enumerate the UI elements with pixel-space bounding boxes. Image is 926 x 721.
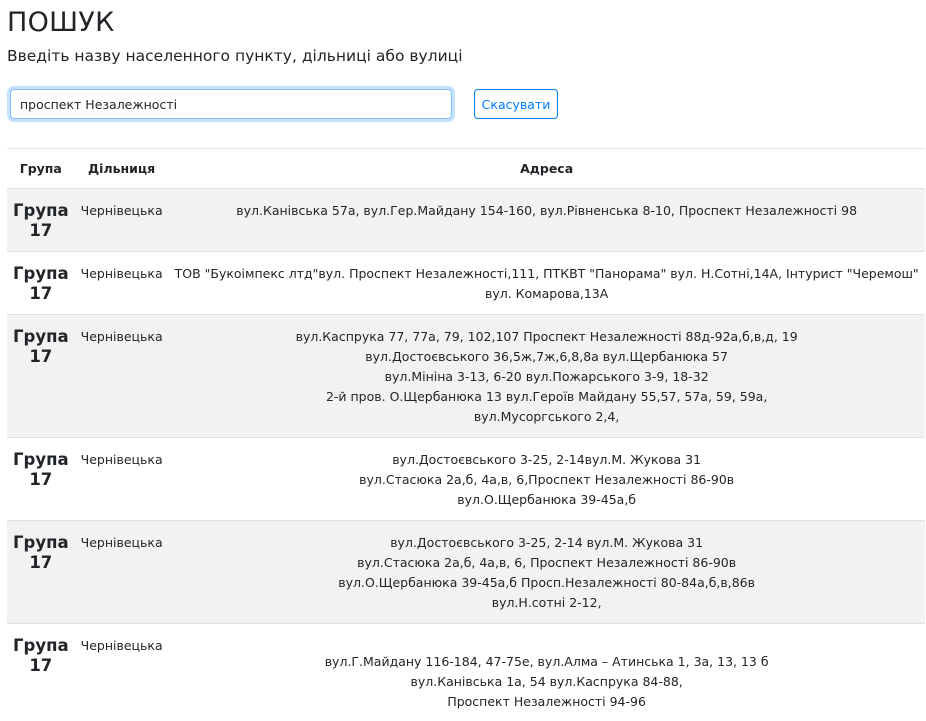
address-line: вул.Каспрука 77, 77а, 79, 102,107 Проспект Незалежності 88д-92а,б,в,д, 19 <box>295 329 798 344</box>
group-label: Група <box>13 201 69 220</box>
address-line: 2-й пров. О.Щербанюка 13 вул.Героїв Майдану 55,57, 57а, 59, 59а, <box>325 389 768 404</box>
address-cell <box>169 624 925 721</box>
group-label: Група <box>13 264 69 283</box>
district-cell: Чернівецька <box>75 315 169 438</box>
group-label: Група <box>13 327 69 346</box>
address-cell <box>169 189 925 252</box>
group-number: 17 <box>29 656 53 675</box>
address-line: вул.Достоєвського 3-25, 2-14вул.М. Жукова 31 <box>392 452 702 467</box>
address-line: вул.Канівська 1а, 54 вул.Каспрука 84-88, <box>410 674 683 689</box>
page-title: ПОШУК <box>7 7 115 38</box>
results-table <box>7 148 925 721</box>
address-line: вул.Г.Майдану 116-184, 47-75е, вул.Алма – Атинська 1, 3а, 13, 13 б <box>324 654 769 669</box>
address-cell <box>169 438 925 521</box>
group-number: 17 <box>29 284 53 303</box>
address-line: вул.Н.сотні 2-12, <box>491 595 602 610</box>
cancel-button[interactable]: Скасувати <box>474 89 558 119</box>
group-number: 17 <box>29 470 53 489</box>
address-line: вул.Мініна 3-13, 6-20 вул.Пожарського 3-9, 18-32 <box>384 369 709 384</box>
table-header <box>7 149 925 189</box>
table-row <box>7 521 925 624</box>
address-line: вул.Достоєвського 36,5ж,7ж,6,8,8а вул.Щербанюка 57 <box>365 349 728 364</box>
address-line: вул.Стасюка 2а,б, 4а,в, 6, Проспект Незалежності 86-90в <box>357 555 737 570</box>
address-cell <box>169 252 925 315</box>
district-cell: Чернівецька <box>75 438 169 521</box>
address-line: вул. Комарова,13А <box>484 286 609 301</box>
district-cell: Чернівецька <box>75 624 169 721</box>
table-row <box>7 315 925 438</box>
group-cell <box>7 438 75 521</box>
address-line: вул.Достоєвського 3-25, 2-14 вул.М. Жукова 31 <box>390 535 704 550</box>
group-number: 17 <box>29 347 53 366</box>
group-cell <box>7 252 75 315</box>
district-cell: Чернівецька <box>75 189 169 252</box>
group-number: 17 <box>29 553 53 572</box>
address-line: вул.Канівська 57а, вул.Гер.Майдану 154-160, вул.Рівненська 8-10, Проспект Незалежності 98 <box>236 203 858 218</box>
group-label: Група <box>13 533 69 552</box>
group-number: 17 <box>29 221 53 240</box>
address-line: вул.Мусоргського 2,4, <box>473 409 620 424</box>
column-header-district[interactable]: Дільниця <box>75 149 169 189</box>
table-row <box>7 189 925 252</box>
address-line: вул.О.Щербанюка 39-45а,б <box>457 492 637 507</box>
header-row <box>7 149 925 189</box>
group-cell <box>7 624 75 721</box>
group-label: Група <box>13 450 69 469</box>
district-cell: Чернівецька <box>75 521 169 624</box>
table-row <box>7 438 925 521</box>
table-row <box>7 624 925 721</box>
column-header-address[interactable]: Адреса <box>169 149 925 189</box>
page-subtitle: Введіть назву населенного пункту, дільниці або вулиці <box>7 47 463 65</box>
group-cell <box>7 189 75 252</box>
column-header-group[interactable]: Група <box>7 149 75 189</box>
search-input[interactable] <box>10 89 452 119</box>
district-cell: Чернівецька <box>75 252 169 315</box>
table-row <box>7 252 925 315</box>
group-cell <box>7 315 75 438</box>
group-cell <box>7 521 75 624</box>
address-cell <box>169 315 925 438</box>
group-label: Група <box>13 636 69 655</box>
address-line: Проспект Незалежності 94-96 <box>447 694 646 709</box>
address-cell <box>169 521 925 624</box>
address-line: вул.Стасюка 2а,б, 4а,в, 6,Проспект Незалежності 86-90в <box>359 472 735 487</box>
address-line: ТОВ "Букоімпекс лтд"вул. Проспект Незалежності,111, ПТКВТ "Панорама" вул. Н.Сотні,14А, Інтурист "Черемош" <box>174 266 919 281</box>
table-body <box>7 189 925 721</box>
address-line: вул.О.Щербанюка 39-45а,б Просп.Незалежності 80-84а,б,в,86в <box>338 575 755 590</box>
